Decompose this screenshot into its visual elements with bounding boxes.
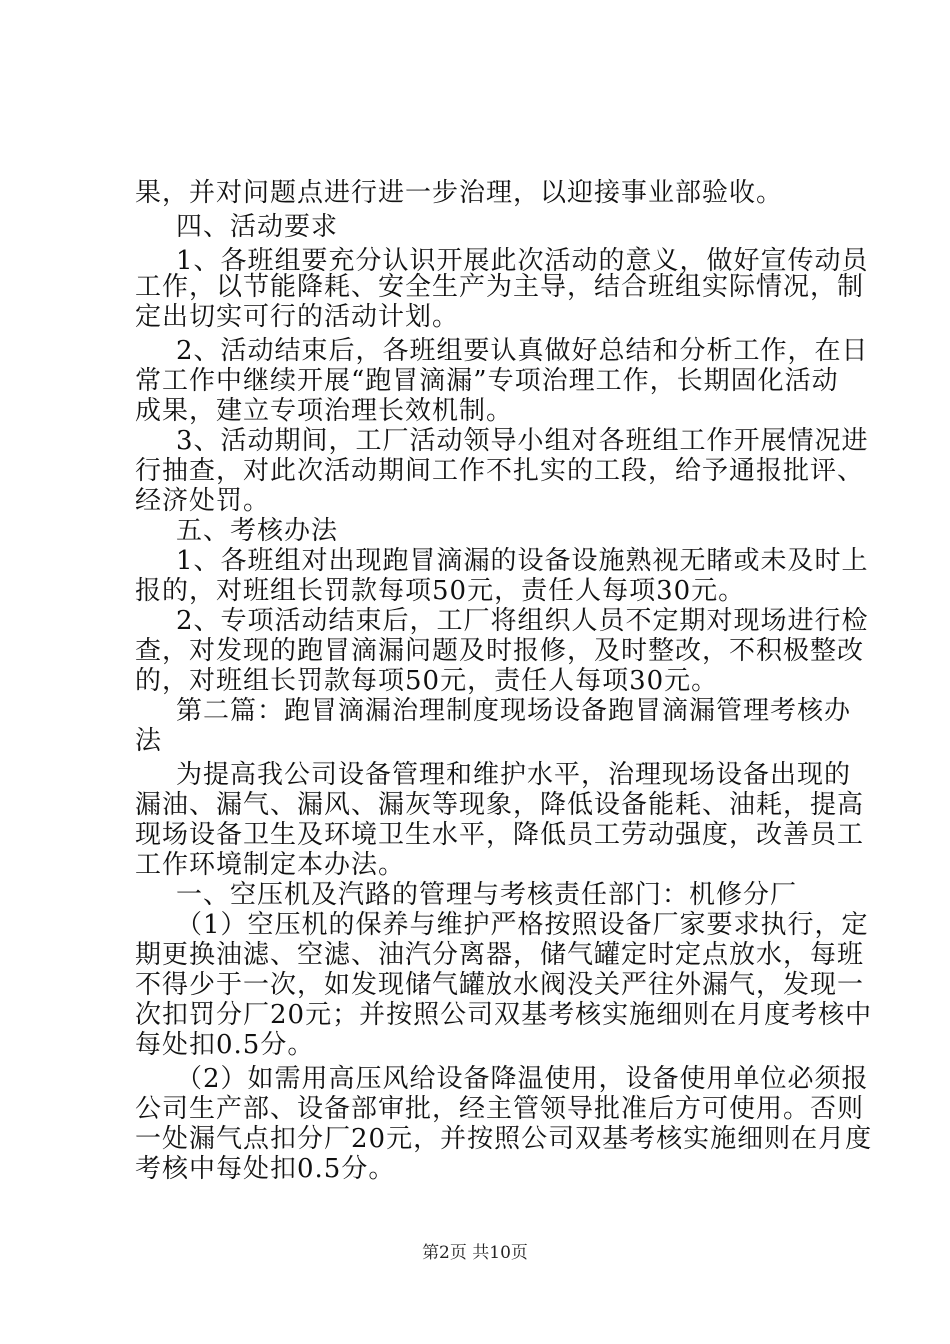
text-line: 常工作中继续开展“跑冒滴漏”专项治理工作，长期固化活动	[135, 366, 839, 396]
text-line: 工作，以节能降耗、安全生产为主导，结合班组实际情况，制	[135, 272, 865, 302]
page-number-footer: 第2页 共10页	[422, 1243, 528, 1263]
text-line: 为提高我公司设备管理和维护水平，治理现场设备出现的	[176, 760, 852, 790]
text-line: 工作环境制定本办法。	[135, 850, 406, 880]
text-line: 查，对发现的跑冒滴漏问题及时报修，及时整改，不积极整改	[135, 636, 865, 666]
text-line: 考核中每处扣0.5分。	[135, 1154, 396, 1184]
text-line: 2、活动结束后，各班组要认真做好总结和分析工作，在日	[176, 336, 869, 366]
text-line: 不得少于一次，如发现储气罐放水阀没关严往外漏气，发现一	[135, 970, 865, 1000]
text-line: 每处扣0.5分。	[135, 1030, 315, 1060]
text-line: 报的，对班组长罚款每项50元，责任人每项30元。	[135, 576, 746, 606]
chapter-heading: 法	[135, 726, 163, 756]
text-line: 成果，建立专项治理长效机制。	[135, 396, 514, 426]
text-line: 1、各班组要充分认识开展此次活动的意义，做好宣传动员	[176, 246, 869, 276]
section-heading: 四、活动要求	[176, 212, 339, 242]
chapter-heading: 第二篇：跑冒滴漏治理制度现场设备跑冒滴漏管理考核办	[176, 696, 852, 726]
text-line: （1）空压机的保养与维护严格按照设备厂家要求执行，定	[176, 910, 869, 940]
text-line: 漏油、漏气、漏风、漏灰等现象，降低设备能耗、油耗，提高	[135, 790, 865, 820]
section-heading: 一、空压机及汽路的管理与考核责任部门：机修分厂	[176, 880, 798, 910]
text-line: 3、活动期间，工厂活动领导小组对各班组工作开展情况进	[176, 426, 869, 456]
text-line: 经济处罚。	[135, 486, 271, 516]
text-line: 果，并对问题点进行进一步治理，以迎接事业部验收。	[135, 178, 784, 208]
text-line: 期更换油滤、空滤、油汽分离器，储气罐定时定点放水，每班	[135, 940, 865, 970]
text-line: 现场设备卫生及环境卫生水平，降低员工劳动强度，改善员工	[135, 820, 865, 850]
text-line: （2）如需用高压风给设备降温使用，设备使用单位必须报	[176, 1064, 869, 1094]
section-heading: 五、考核办法	[176, 516, 339, 546]
text-line: 2、专项活动结束后，工厂将组织人员不定期对现场进行检	[176, 606, 869, 636]
text-line: 公司生产部、设备部审批，经主管领导批准后方可使用。否则	[135, 1094, 865, 1124]
text-line: 一处漏气点扣分厂20元，并按照公司双基考核实施细则在月度	[135, 1124, 873, 1154]
text-line: 定出切实可行的活动计划。	[135, 302, 460, 332]
text-line: 次扣罚分厂20元；并按照公司双基考核实施细则在月度考核中	[135, 1000, 873, 1030]
text-line: 行抽查，对此次活动期间工作不扎实的工段，给予通报批评、	[135, 456, 865, 486]
text-line: 1、各班组对出现跑冒滴漏的设备设施熟视无睹或未及时上	[176, 546, 869, 576]
text-line: 的，对班组长罚款每项50元，责任人每项30元。	[135, 666, 719, 696]
